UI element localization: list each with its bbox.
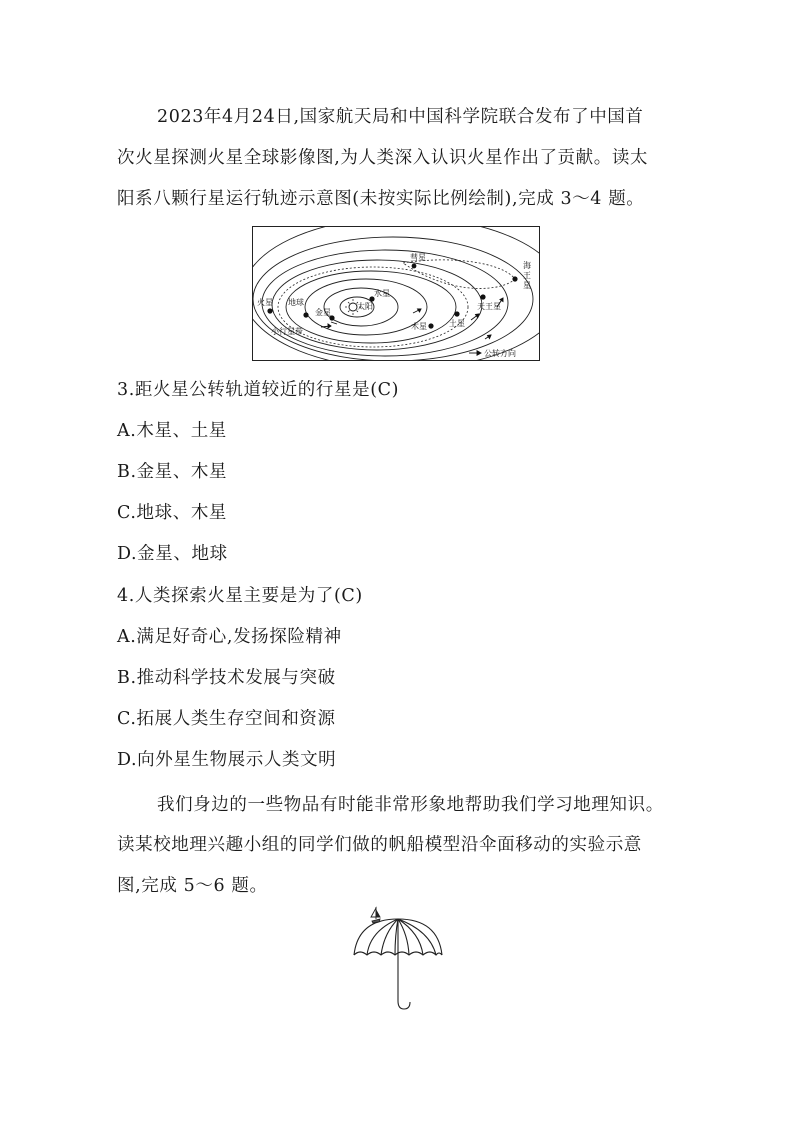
intro1-line-3: 阳系八颗行星运行轨迹示意图(未按实际比例绘制),完成 3～4 题。 xyxy=(117,189,645,209)
intro2-line-3: 图,完成 5～6 题。 xyxy=(117,876,268,896)
orbit-neptune xyxy=(253,227,539,360)
label-direction: 公转方向 xyxy=(484,349,516,358)
uranus-dot xyxy=(480,294,485,299)
q3-option-d: D.金星、地球 xyxy=(117,544,228,564)
sailboat-icon xyxy=(371,907,380,923)
label-comet: 彗星 xyxy=(410,253,426,262)
label-mercury: 水星 xyxy=(374,289,390,298)
q4-stem: 4.人类探索火星主要是为了(C) xyxy=(117,586,363,606)
jupiter-dot xyxy=(428,323,433,328)
label-saturn: 土星 xyxy=(449,319,465,328)
label-mars: 火星 xyxy=(257,298,273,307)
q3-option-a: A.木星、土星 xyxy=(117,421,227,441)
q3-option-c: C.地球、木星 xyxy=(117,503,228,523)
umbrella-figure xyxy=(350,905,446,1013)
q4-option-a: A.满足好奇心,发扬探险精神 xyxy=(117,627,342,647)
label-jupiter: 木星 xyxy=(411,322,427,331)
label-earth: 地球 xyxy=(288,298,304,307)
label-neptune-1: 海 xyxy=(523,261,531,270)
intro1-line-1: 2023年4月24日,国家航天局和中国科学院联合发布了中国首 xyxy=(157,107,644,127)
label-asteroid-belt: 小行星带 xyxy=(271,327,303,336)
label-uranus: 天王星 xyxy=(477,302,501,311)
earth-dot xyxy=(303,312,308,317)
solar-system-figure xyxy=(252,226,540,361)
intro2-line-1: 我们身边的一些物品有时能非常形象地帮助我们学习地理知识。 xyxy=(157,795,664,815)
mars-dot xyxy=(267,308,272,313)
label-venus: 金星 xyxy=(315,308,331,317)
label-neptune-3: 星 xyxy=(523,281,531,290)
solar-system-diagram xyxy=(253,227,539,360)
q4-option-c: C.拓展人类生存空间和资源 xyxy=(117,709,336,729)
intro2-line-2: 读某校地理兴趣小组的同学们做的帆船模型沿伞面移动的实验示意 xyxy=(117,835,642,855)
q3-option-b: B.金星、木星 xyxy=(117,462,228,482)
intro1-line-2: 次火星探测火星全球影像图,为人类深入认识火星作出了贡献。读太 xyxy=(117,148,649,168)
saturn-dot xyxy=(454,311,459,316)
neptune-dot xyxy=(512,276,517,281)
q4-option-d: D.向外星生物展示人类文明 xyxy=(117,750,337,770)
arrow-2 xyxy=(331,322,337,324)
q4-option-b: B.推动科学技术发展与突破 xyxy=(117,668,336,688)
umbrella-sailboat-diagram xyxy=(350,905,446,1013)
comet-dot xyxy=(412,264,417,269)
label-neptune-2: 王 xyxy=(523,271,531,280)
label-sun: 太阳 xyxy=(357,302,373,311)
q3-stem: 3.距火星公转轨道较近的行星是(C) xyxy=(117,380,400,400)
